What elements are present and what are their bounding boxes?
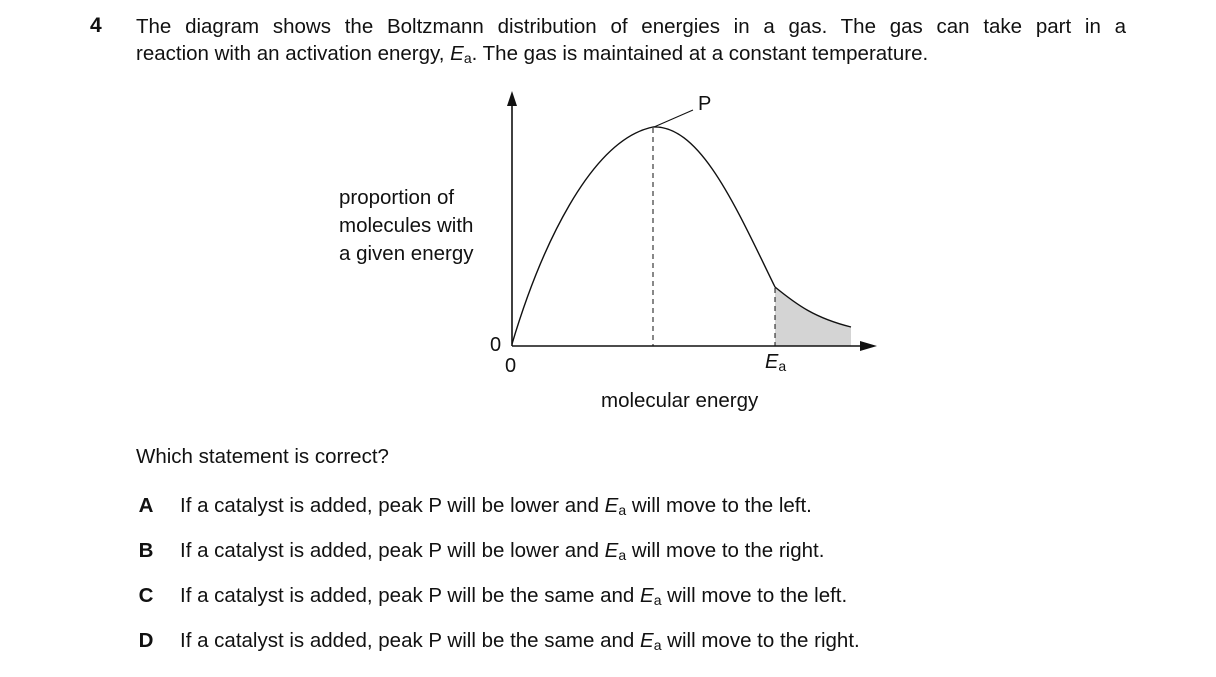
- ea-axis-symbol: E: [765, 351, 779, 373]
- peak-leader-line: [654, 110, 693, 127]
- option-text: [180, 494, 812, 518]
- peak-label: P: [698, 93, 712, 115]
- y-origin-label: 0: [490, 334, 502, 356]
- option-text-post: will move to the left.: [626, 494, 812, 517]
- option-text-pre: If a catalyst is added, peak P will be the same and: [180, 629, 640, 652]
- option-text-post: will move to the right.: [626, 539, 825, 562]
- option-ea-e: E: [640, 629, 654, 652]
- ea-axis-label: [765, 351, 786, 374]
- option-letter: B: [138, 539, 154, 562]
- y-axis-label-line-2: molecules with: [339, 214, 474, 237]
- option-text-pre: If a catalyst is added, peak P will be lower and: [180, 539, 605, 562]
- option-letter: A: [138, 494, 154, 517]
- option-letter: D: [138, 629, 154, 652]
- y-axis-label-line-1: proportion of: [339, 186, 455, 209]
- symbol-subscript: a: [463, 50, 472, 66]
- option-text-pre: If a catalyst is added, peak P will be the same and: [180, 584, 640, 607]
- option-ea-sub: a: [653, 637, 662, 653]
- option-text: [180, 539, 824, 563]
- y-axis-arrowhead: [507, 91, 517, 106]
- option-ea-symbol: [640, 584, 661, 607]
- question-number: 4: [90, 14, 102, 37]
- option-text: [180, 629, 860, 653]
- x-axis-label: molecular energy: [601, 389, 759, 412]
- stem-line-2-suffix: . The gas is maintained at a constant temperature.: [471, 42, 929, 65]
- option-ea-symbol: [605, 539, 626, 562]
- question-prompt: Which statement is correct?: [136, 445, 389, 468]
- option-letter: C: [138, 584, 154, 607]
- symbol-e: E: [450, 42, 464, 65]
- x-origin-label: 0: [505, 355, 517, 377]
- option-ea-symbol: [640, 629, 661, 652]
- option-ea-sub: a: [618, 547, 627, 563]
- stem-line-2-prefix: reaction with an activation energy,: [136, 42, 451, 65]
- option-text-pre: If a catalyst is added, peak P will be lower and: [180, 494, 605, 517]
- stem-line-1: The diagram shows the Boltzmann distribution of energies in a gas. The gas can take part in a: [136, 15, 1126, 38]
- option-ea-e: E: [640, 584, 654, 607]
- option-text-post: will move to the left.: [661, 584, 848, 607]
- option-text-post: will move to the right.: [661, 629, 860, 652]
- ea-axis-subscript: a: [778, 358, 787, 374]
- option-ea-symbol: [605, 494, 626, 517]
- x-axis-arrowhead: [860, 341, 877, 351]
- option-ea-e: E: [604, 494, 619, 517]
- option-ea-sub: a: [618, 502, 627, 518]
- option-ea-e: E: [604, 539, 619, 562]
- option-ea-sub: a: [653, 592, 662, 608]
- option-text: [180, 584, 847, 608]
- y-axis-label-line-3: a given energy: [339, 242, 474, 265]
